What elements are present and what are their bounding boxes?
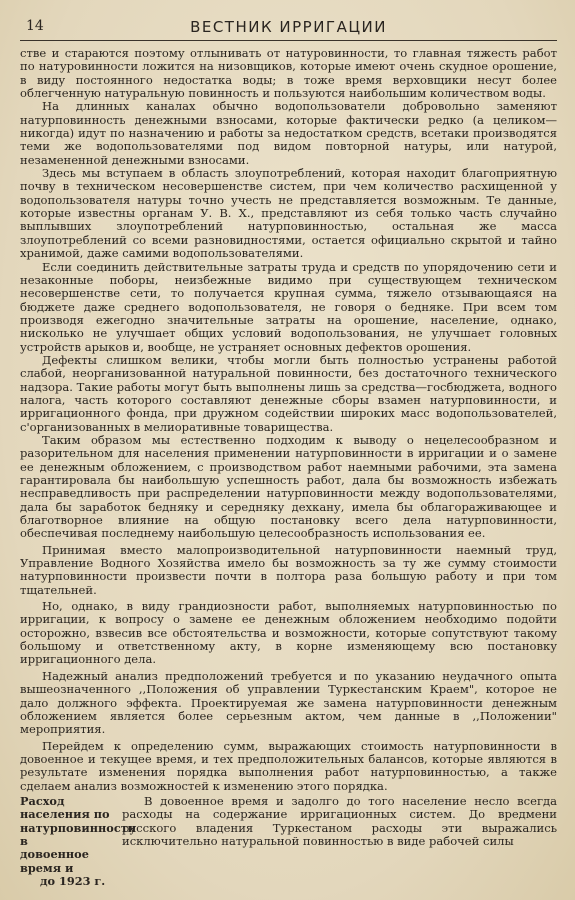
- paragraph: Если соединить действительные затраты труда и средств по упорядочению сети и незаконные поборы, неизбежные видимо при существующем техническом несовершенстве сети, то получается крупная сумма, тяжело отзывающаяся на бюджете даже среднего водопользователя, не говоря о бедняке. При всем том производя ежегодно значительные затраты на орошение, население, однако, нисколько не улучшает общих условий водопользования, не улучшает головных устройств арыков и, вообще, не устраняет основных дефектов орошения.: [20, 259, 557, 354]
- page-number: 14: [26, 18, 44, 34]
- side-heading-line: довоенное время и: [20, 847, 89, 875]
- article-body: [20, 47, 557, 793]
- side-heading-line: натурповинности в: [20, 820, 137, 848]
- side-heading-line: до 1923 г.: [40, 873, 106, 888]
- side-heading-line: Расход населения по: [20, 793, 110, 822]
- running-header: [20, 14, 557, 41]
- paragraph: Принимая вместо малопроизводительной натурповинности наемный труд, Управление Водного Хозяйства имело бы возможность за ту же сумму стоимости натурповинности произвести почти в полтора раза большую работу и при том тщательней.: [20, 542, 557, 597]
- paragraph: На длинных каналах обычно водопользователи добровольно заменяют натурповинность денежными взносами, которые фактически редко (а целиком—никогда) идут по назначению и работы за недостатком средств, всетаки производятся теми же водопользователями под видом повторной натуры, или натурой, незамененной денежными взносами.: [20, 99, 557, 167]
- side-section-body: [122, 795, 557, 888]
- paragraph: Дефекты слишком велики, чтобы могли быть полностью устранены работой слабой, неорганизованной натуральной повинности, без достаточного технического надзора. Такие работы могут быть выполнены лишь за средства—госбюджета, водного налога, часть которого составляют денежные сборы взамен натурповинности, и ирригационного фонда, при дружном содействии широких масс водопользователей, с'организованных в мелиоративные товарищества.: [20, 352, 557, 434]
- paragraph: Здесь мы вступаем в область злоупотреблений, которая находит благоприятную почву в техническом несовершенстве систем, при чем количество расхищенной у водопользователя натуры точно учесть не представляется возможным. Те данные, которые известны органам У. В. Х., представляют из себя только часть случайно выплывших злоупотреблений натурповинностью, остальная же масса злоупотреблений со всеми разновидностями, остается официально скрытой и тайно хранимой, даже самими водопользователями.: [20, 166, 557, 261]
- journal-title: ВЕСТНИК ИРРИГАЦИИ: [190, 18, 387, 36]
- paragraph: Перейдем к определению сумм, выражающих стоимость натурповинности в довоенное и текущее время, и тех предположительных балансов, которые являются в результате изменения порядка выполнения работ натурповинностью, а также сделаем анализ возможностей к изменению этого порядка.: [20, 738, 557, 793]
- paragraph: Но, однако, в виду грандиозности работ, выполняемых натурповинностью по ирригации, к вопросу о замене ее денежным обложением необходимо подойти осторожно, взвесив все обстоятельства и возможности, которые сопутствуют такому большому и ответственному акту, в корне изменяющему всю постановку ирригационного дела.: [20, 599, 557, 667]
- section-with-side-heading: [20, 795, 557, 888]
- paragraph: В довоенное время и задолго до того население несло всегда расходы на содержание ирригационных систем. До вредмени русского владения Туркестаном расходы эти выражались исключительно натуральной повинностью в виде рабочей силы: [122, 793, 557, 848]
- paragraph-continued: стве и стараются поэтому отлынивать от натуровинности, то главная тяжесть работ по натуровинности ложится на низовщиков, которые имеют очень скудное орошение, в виду постоянного недостатка воды; в тоже время верховщики несут более облегченную натуральную повинность и пользуются наибольшим количеством воды.: [20, 46, 557, 101]
- side-heading: [20, 793, 137, 888]
- paragraph: Таким образом мы естественно подходим к выводу о нецелесообразном и разорительном для населения применении натурповинности в ирригации и о замене ее денежным обложением, с производством работ наемными рабочими, эта замена гарантировала бы наибольшую успешность работ, дала бы возможность избежать несправедливость при распределении натурповинности между водопользователями, дала бы заработок бедняку и середняку дехкану, имела бы облагораживающее и благотворное влияние на общую постановку всего дела натурповинности, обеспечивая последнему наибольшую целесообразность использования ее.: [20, 432, 557, 541]
- paragraph: Надежный анализ предположений требуется и по указанию неудачного опыта вышеозначенного ,,Положения об управлении Туркестанским Краем", которое не дало должного эффекта. Проектируемая же замена натурповинности денежным обложением является более серьезным актом, чем данные в ,,Положении" мероприятия.: [20, 668, 557, 737]
